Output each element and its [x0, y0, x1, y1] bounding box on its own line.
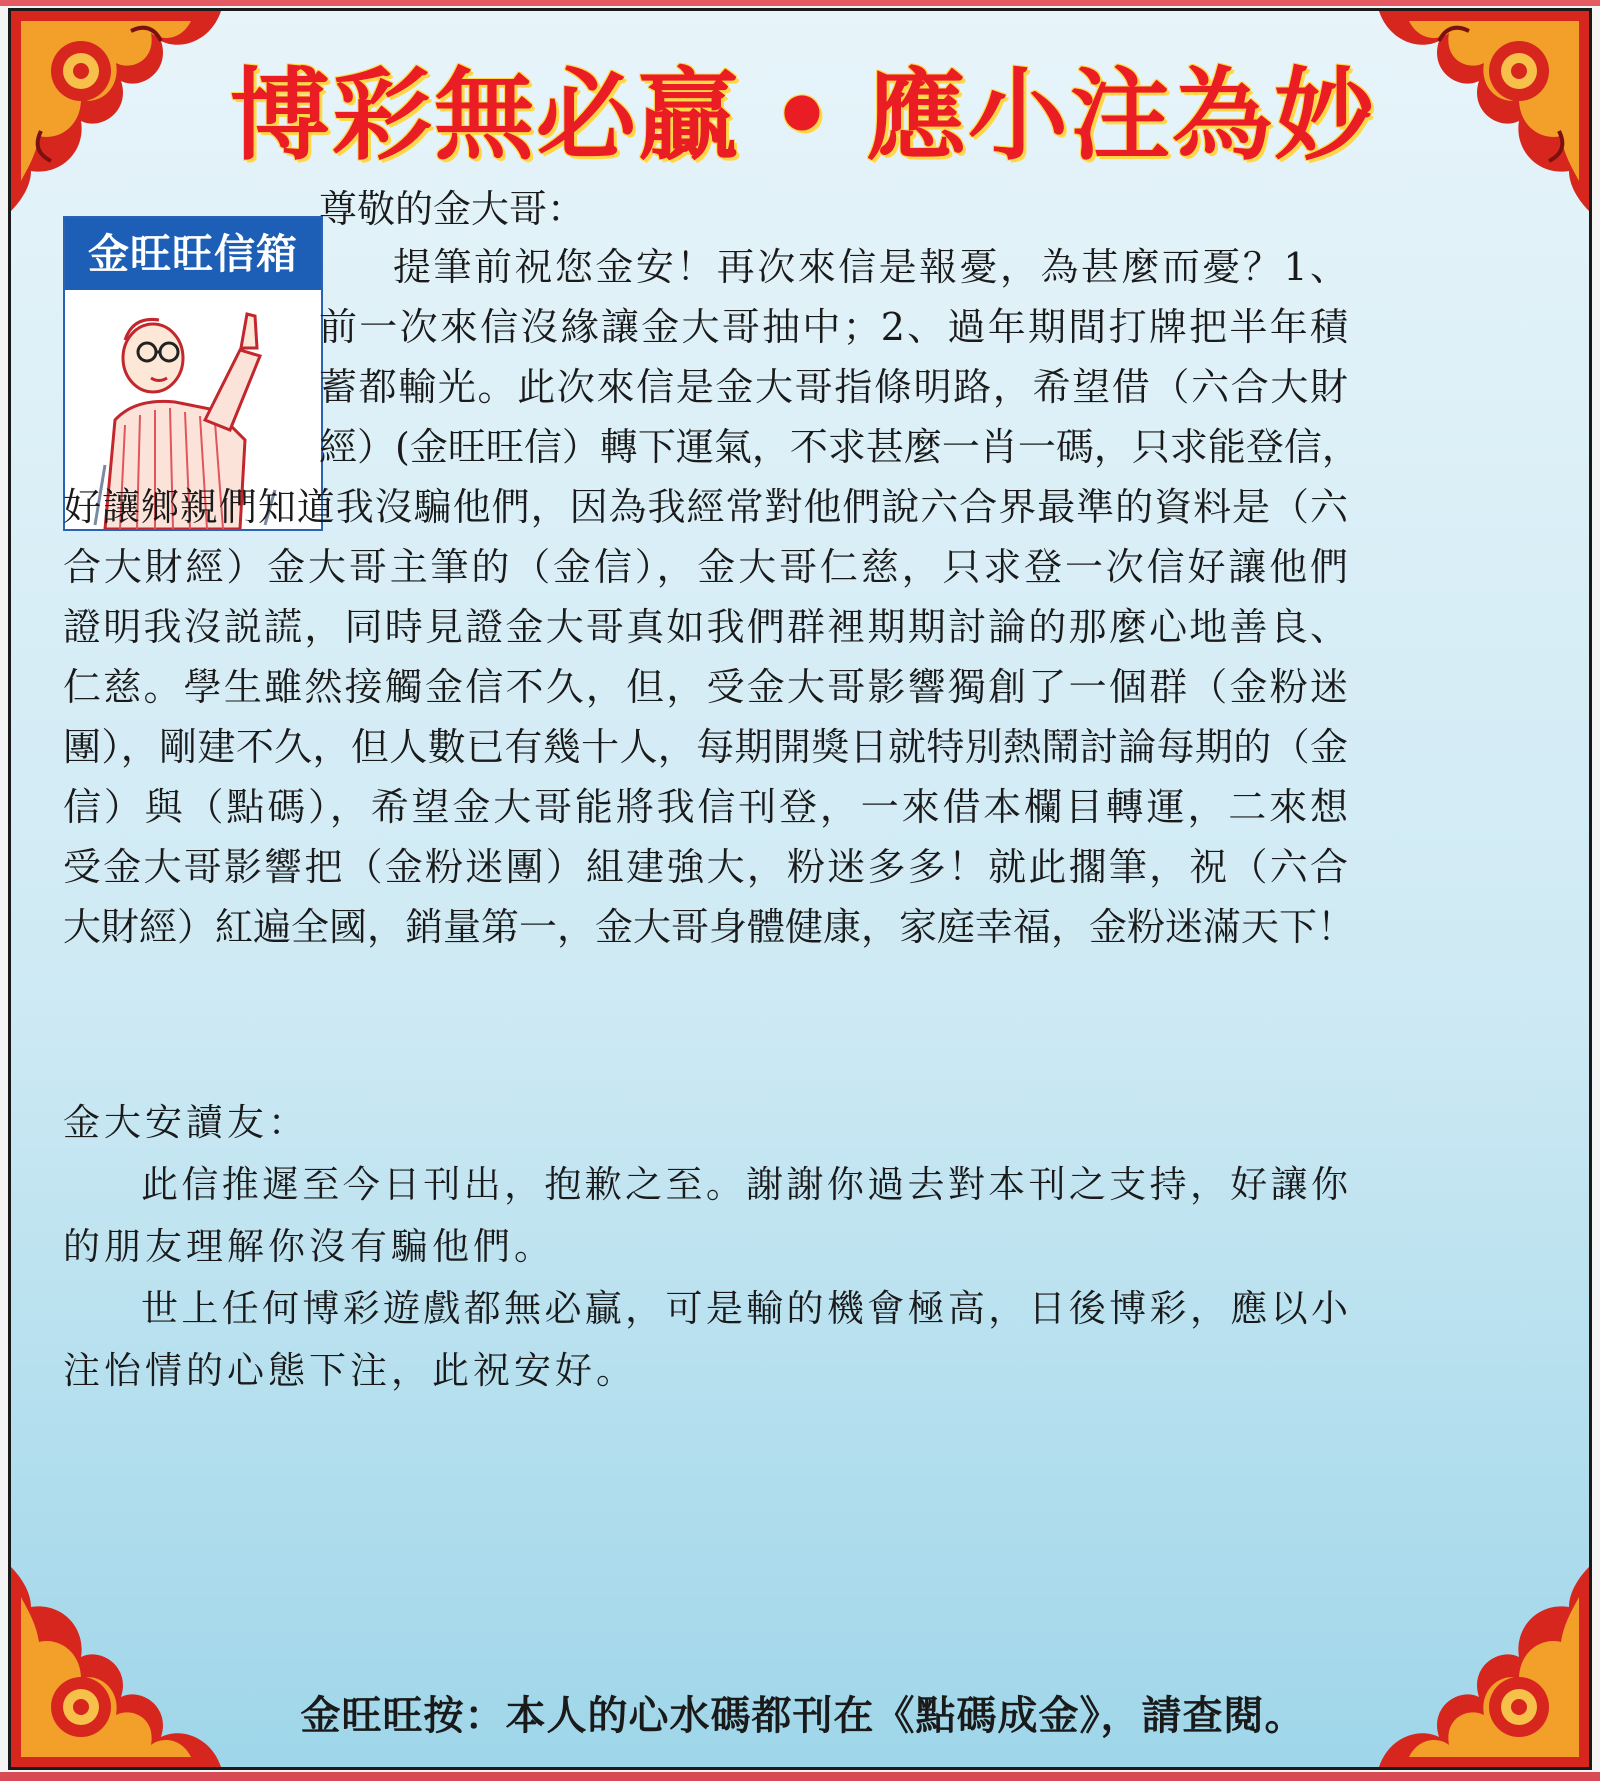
- reply-line: 的朋友理解你沒有騙他們。: [63, 1225, 555, 1268]
- letter-line: 團），剛建不久，但人數已有幾十人，每期開獎日就特別熱鬧討論每期的（金: [63, 725, 1348, 769]
- bottom-red-rule: [0, 1772, 1600, 1781]
- headline-left: 博彩無必贏: [230, 57, 741, 174]
- headline-separator: •: [770, 57, 836, 174]
- headline: [11, 51, 1592, 181]
- headline-right: 應小注為妙: [865, 57, 1376, 174]
- letter-salutation: 尊敬的金大哥：: [319, 187, 586, 231]
- letter-line: 經）(金旺旺信）轉下運氣，不求甚麼一肖一碼，只求能登信，: [319, 425, 1360, 469]
- letter-line: 提筆前祝您金安！再次來信是報憂，為甚麼而憂？1、: [393, 245, 1348, 289]
- letter-line: 信）與（點碼），希望金大哥能將我信刊登，一來借本欄目轉運，二來想: [63, 785, 1348, 829]
- reply-salutation: 金大安讀友：: [63, 1101, 309, 1144]
- letter-column-panel: [8, 8, 1592, 1770]
- reply-line: 此信推遲至今日刊出，抱歉之至。謝謝你過去對本刊之支持，好讓你: [141, 1163, 1348, 1206]
- editor-note: 金旺旺按：本人的心水碼都刊在《點碼成金》，請查閱。: [300, 1693, 1306, 1739]
- letter-line: 大財經）紅遍全國，銷量第一，金大哥身體健康，家庭幸福，金粉迷滿天下！: [63, 905, 1356, 949]
- letter-line: 好讓鄉親們知道我沒騙他們，因為我經常對他們說六合界最準的資料是（六: [63, 485, 1348, 529]
- top-red-rule: [0, 0, 1600, 6]
- reply-line: 注怡情的心態下注，此祝安好。: [63, 1349, 637, 1392]
- letter-line: 蓄都輸光。此次來信是金大哥指條明路，希望借（六合大財: [319, 365, 1348, 409]
- letter-line: 仁慈。學生雖然接觸金信不久，但，受金大哥影響獨創了一個群（金粉迷: [63, 665, 1348, 709]
- letter-line: 受金大哥影響把（金粉迷團）組建強大，粉迷多多！就此擱筆，祝（六合: [63, 845, 1348, 889]
- reply-line: 世上任何博彩遊戲都無必贏，可是輸的機會極高，日後博彩，應以小: [141, 1287, 1348, 1330]
- mailbox-label: 金旺旺信箱: [65, 218, 321, 290]
- letter-line: 合大財經）金大哥主筆的（金信），金大哥仁慈，只求登一次信好讓他們: [63, 545, 1348, 589]
- letter-line: 證明我沒説謊，同時見證金大哥真如我們群裡期期討論的那麼心地善良、: [63, 605, 1348, 649]
- letter-line: 前一次來信沒緣讓金大哥抽中；2、過年期間打牌把半年積: [319, 305, 1348, 349]
